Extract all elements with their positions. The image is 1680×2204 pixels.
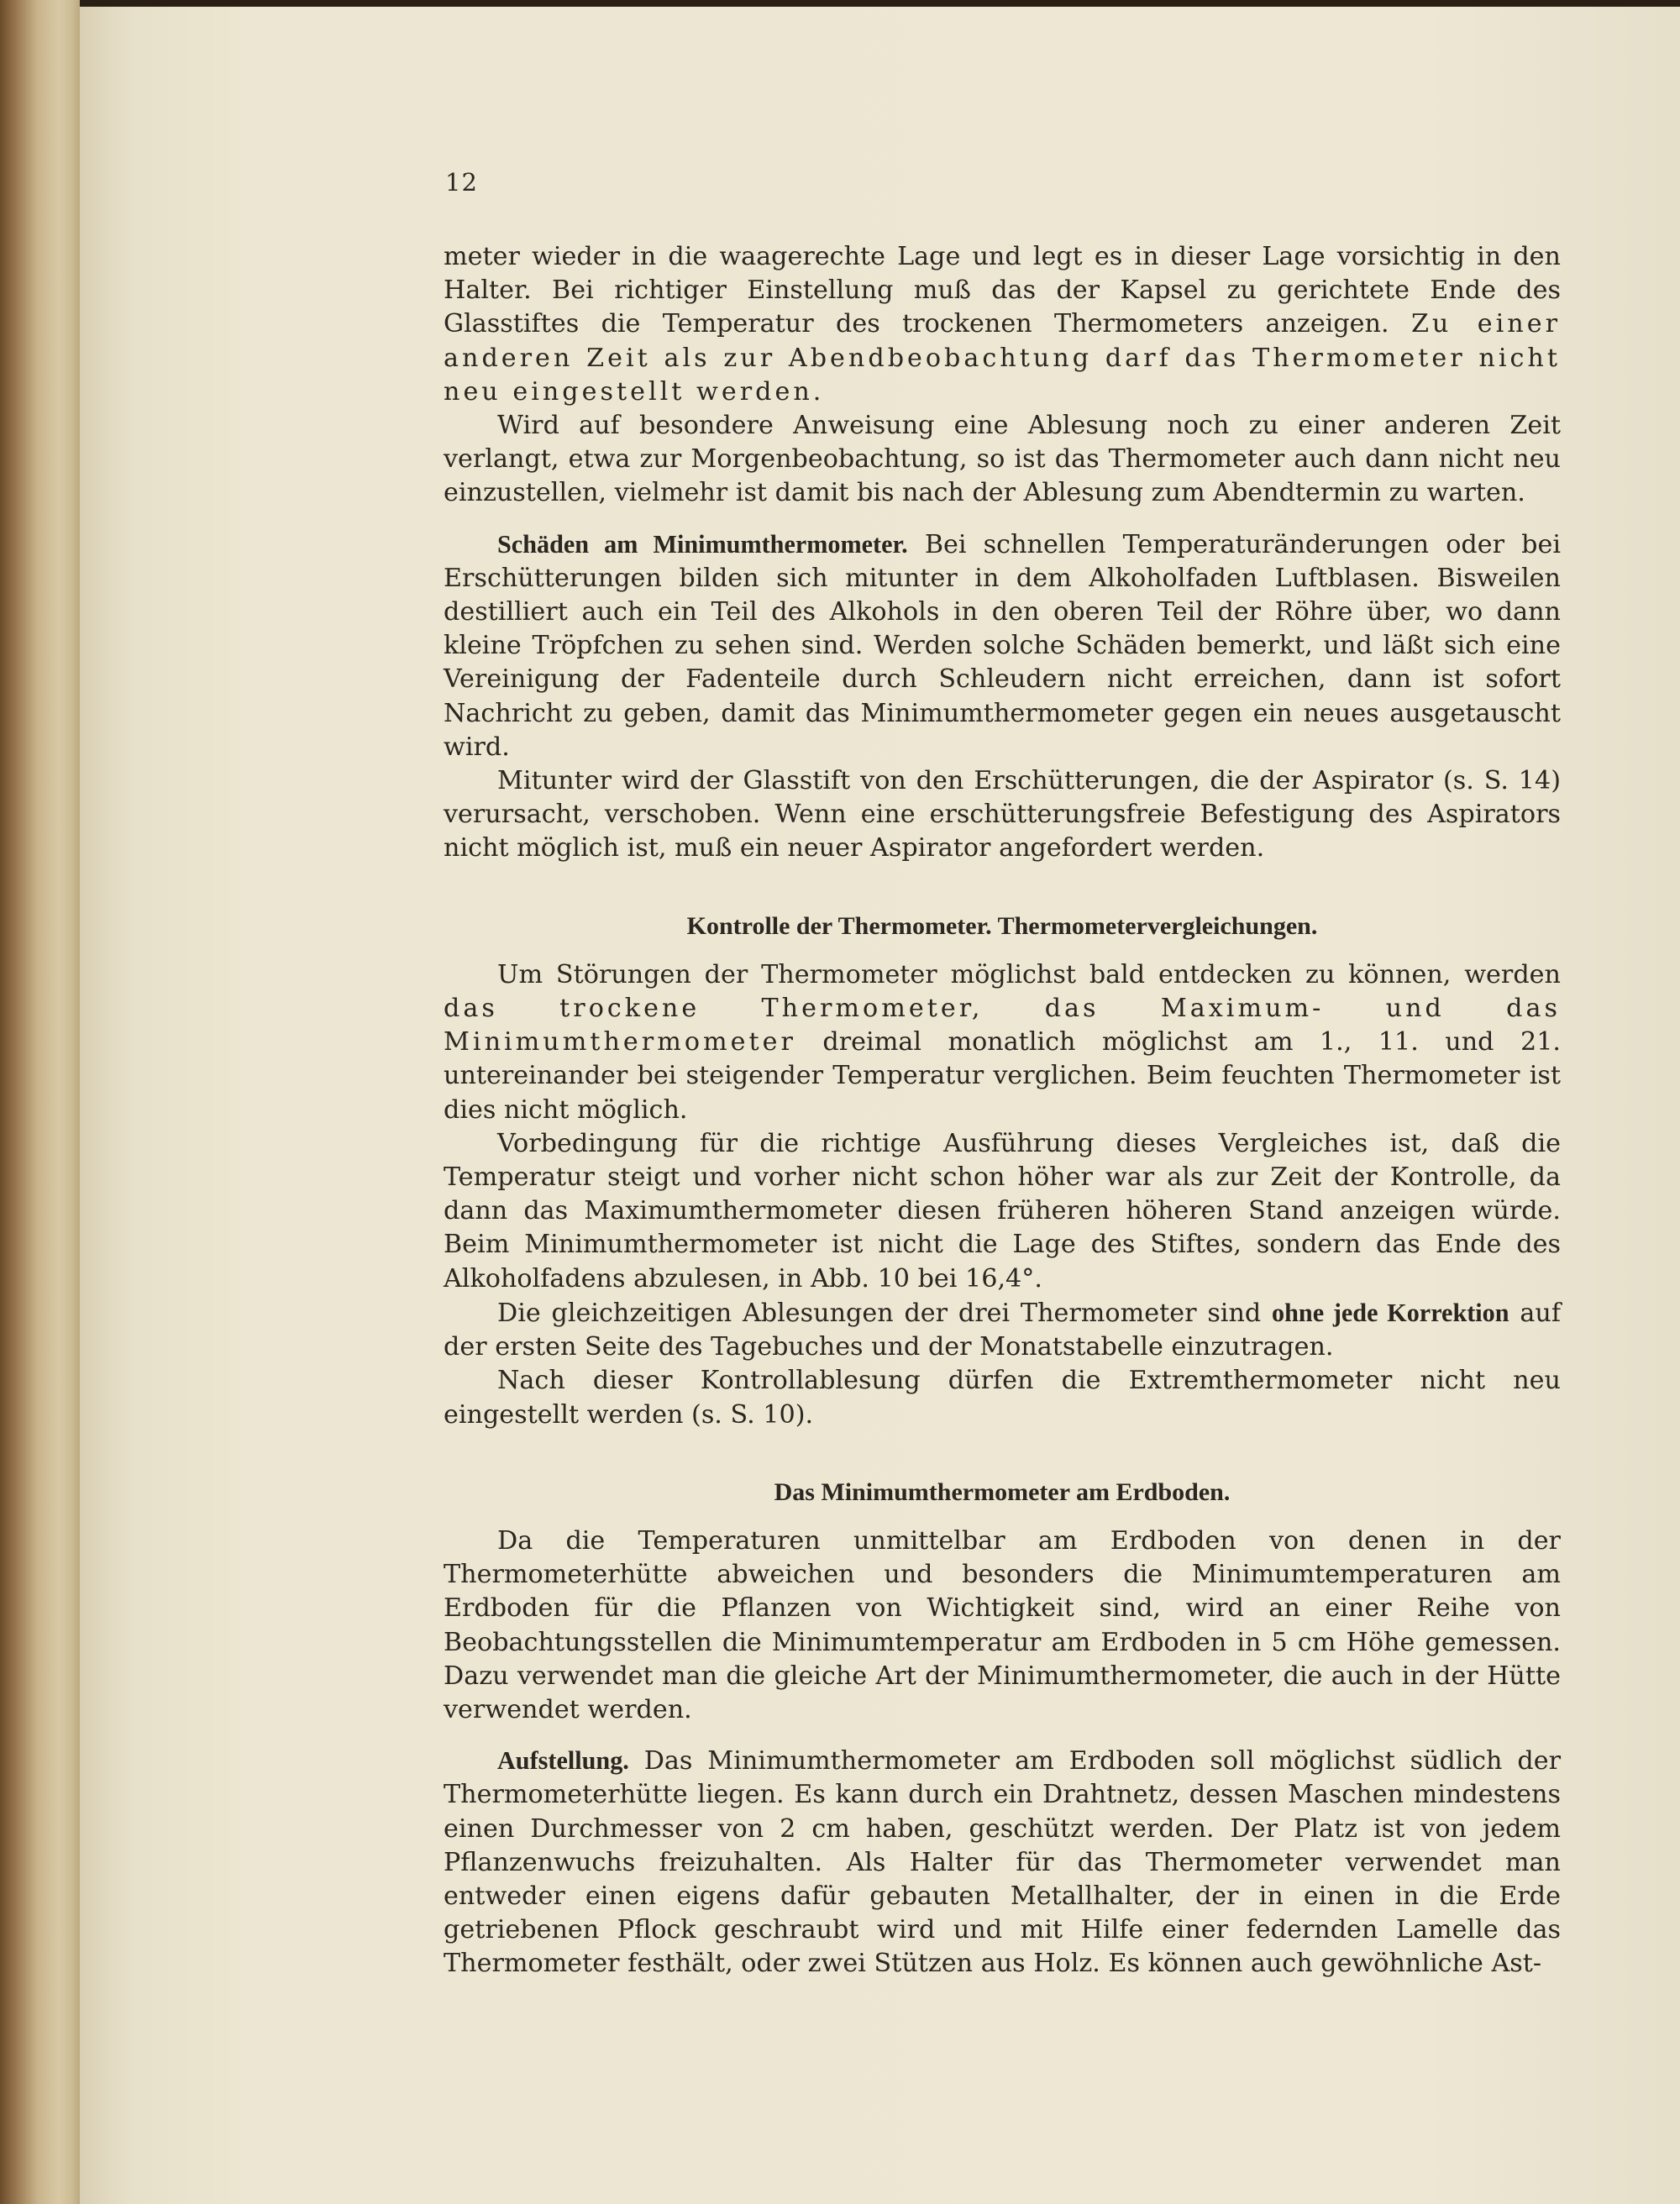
kontrolle-text-b: dreimal monatlich möglichst am 1., 11. und 21. untereinander bei steigender Temperatur verglichen. Beim feuchten Thermometer ist dies nicht möglich. xyxy=(444,1027,1561,1125)
book-binding-edge xyxy=(0,0,80,2204)
aufstellung-text: Das Minimumthermometer am Erdboden soll möglichst südlich der Thermometerhütte liegen. Es kann durch ein Drahtnetz, dessen Maschen mindestens einen Durchmesser von 2 cm haben, geschützt werden. Der Platz ist von jedem Pflanzenwuchs freizuhalten. Als Halter für das Thermometer verwendet man entweder einen eigens dafür gebauten Metallhalter, der in einen in die Erde getriebenen Pflock geschraubt wird und mit Hilfe einer federnden Lamelle das Thermometer festhält, oder zwei Stützen aus Holz. Es können auch gewöhnliche Ast- xyxy=(444,1746,1561,1979)
kontrolle-spaced-emphasis: das trockene Thermometer, das Maximum- und das Minimumthermometer xyxy=(444,994,1561,1057)
intro-text: meter wieder in die waagerechte Lage und legt es in dieser Lage vorsichtig in den Halter. Bei richtiger Einstellung muß das der Kapsel zu gerichtete Ende des Glasstiftes die Temperatur des trockenen Thermometers anzeigen. xyxy=(444,242,1561,339)
book-page xyxy=(80,7,1680,2204)
kontrolle-text-a: Um Störungen der Thermometer möglichst bald entdecken zu können, werden xyxy=(497,959,1561,989)
kontrolle-paragraph-1 xyxy=(444,958,1561,1127)
kontrolle-bold-emphasis: ohne jede Korrektion xyxy=(1272,1298,1509,1327)
intro-spaced-emphasis: Zu einer anderen Zeit als zur Abendbeobachtung darf das Thermometer nicht neu eingestellt werden. xyxy=(444,309,1561,407)
kontrolle-paragraph-4: Nach dieser Kontrollablesung dürfen die Extremthermometer nicht neu eingestellt werden (s. S. 10). xyxy=(444,1366,1561,1430)
intro-paragraph-1 xyxy=(444,240,1561,409)
page-body xyxy=(444,240,1561,1981)
schaeden-paragraph-1 xyxy=(444,527,1561,764)
kontrolle-p3-text-b: auf der ersten Seite des Tagebuches und der Monatstabelle einzutragen. xyxy=(444,1298,1561,1362)
schaeden-runin-heading: Schäden am Minimumthermometer. xyxy=(497,529,908,559)
section-heading-kontrolle: Kontrolle der Thermometer. Thermometervergleichungen. xyxy=(686,911,1318,940)
schaeden-paragraph-2: Mitunter wird der Glasstift von den Erschütterungen, die der Aspirator (s. S. 14) verursacht, verschoben. Wenn eine erschütterungsfreie Befestigung des Aspirators nicht möglich ist, muß ein neuer Aspirator angefordert werden. xyxy=(444,766,1561,863)
schaeden-text: Bei schnellen Temperaturänderungen oder bei Erschütterungen bilden sich mitunter in dem Alkoholfaden Luftblasen. Bisweilen destilliert auch ein Teil des Alkohols in den oberen Teil der Röhre über, wo dann kleine Tröpfchen zu sehen sind. Werden solche Schäden bemerkt, und läßt sich eine Vereinigung der Fadenteile durch Schleudern nicht erreichen, dann ist sofort Nachricht zu geben, damit das Minimumthermometer gegen ein neues ausgetauscht wird. xyxy=(444,529,1561,762)
section-heading-erdboden: Das Minimumthermometer am Erdboden. xyxy=(774,1477,1231,1506)
kontrolle-paragraph-3 xyxy=(444,1296,1561,1364)
aufstellung-paragraph-1 xyxy=(444,1744,1561,1981)
aufstellung-runin-heading: Aufstellung. xyxy=(497,1746,629,1776)
kontrolle-paragraph-2: Vorbedingung für die richtige Ausführung dieses Vergleiches ist, daß die Temperatur steigt und vorher nicht schon höher war als zur Zeit der Kontrolle, da dann das Maximumthermometer diesen früheren höheren Stand anzeigen würde. Beim Minimumthermometer ist nicht die Lage des Stiftes, sondern das Ende des Alkoholfadens abzulesen, in Abb. 10 bei 16,4°. xyxy=(444,1128,1561,1294)
kontrolle-p3-text-a: Die gleichzeitigen Ablesungen der drei Thermometer sind xyxy=(497,1298,1273,1328)
erdboden-paragraph-1: Da die Temperaturen unmittelbar am Erdboden von denen in der Thermometerhütte abweichen und besonders die Minimumtemperaturen am Erdboden für die Pflanzen von Wichtigkeit sind, wird an einer Reihe von Beobachtungsstellen die Minimumtemperatur am Erdboden in 5 cm Höhe gemessen. Dazu verwendet man die gleiche Art der Minimumthermometer, die auch in der Hütte verwendet werden. xyxy=(444,1525,1561,1724)
intro-paragraph-2: Wird auf besondere Anweisung eine Ablesung noch zu einer anderen Zeit verlangt, etwa zur Morgenbeobachtung, so ist das Thermometer auch dann nicht neu einzustellen, vielmehr ist damit bis nach der Ablesung zum Abendtermin zu warten. xyxy=(444,411,1561,508)
page-number: 12 xyxy=(445,168,478,197)
